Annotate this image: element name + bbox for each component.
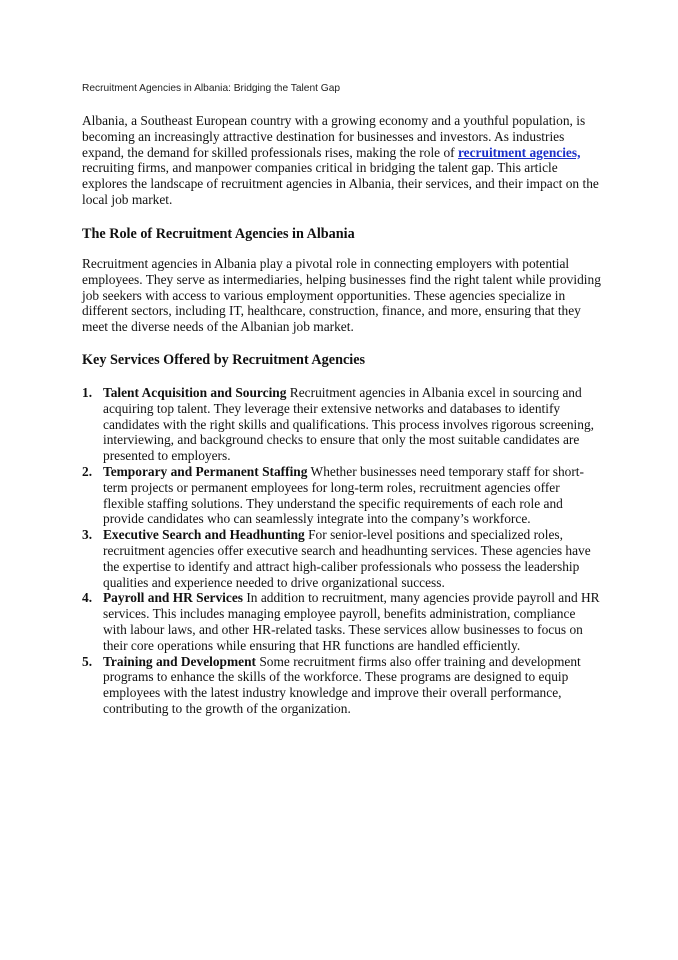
item-number: 2. — [82, 463, 93, 479]
role-paragraph: Recruitment agencies in Albania play a pivotal role in connecting employers with potential employees. They serve as intermediaries, helping businesses find the right talent while providing job seekers with access to various employment opportunities. These agencies specialize in different sectors, including IT, healthcare, construction, finance, and more, ensuring that they meet the diverse needs of the Albanian job market. — [82, 256, 601, 335]
document-title: Recruitment Agencies in Albania: Bridging the Talent Gap — [82, 83, 341, 94]
section-heading-services: Key Services Offered by Recruitment Agencies — [82, 352, 366, 368]
services-list — [82, 385, 602, 717]
item-number: 4. — [82, 590, 93, 606]
list-item — [82, 385, 602, 464]
item-title: Talent Acquisition and Sourcing — [103, 385, 287, 400]
item-number: 1. — [82, 385, 93, 400]
intro-text-before: Albania, a Southeast European country with a growing economy and a youthful population, is becoming an increasingly attractive destination for businesses and investors. As industries expand, the demand for skilled professionals rises, making the role of — [82, 113, 586, 160]
item-title: Payroll and HR Services — [103, 590, 243, 606]
item-text: In addition to recruitment, many agencies provide payroll and HR services. This includes managing employee payroll, benefits administration, compliance with labour laws, and other HR-related tasks. These services allow businesses to focus on their core operations while ensuring that HR functions are handled efficiently. — [103, 590, 600, 653]
item-title: Training and Development — [103, 653, 257, 669]
item-text: Whether businesses need temporary staff for short-term projects or permanent employees for long-term roles, recruitment agencies offer flexible staffing solutions. They understand the specific requirements of each role and provide candidates who can seamlessly integrate into the company’s workforce. — [103, 463, 584, 527]
list-item — [82, 464, 602, 527]
item-number: 3. — [82, 527, 93, 543]
item-title: Executive Search and Headhunting — [103, 527, 305, 543]
item-text: Recruitment agencies in Albania excel in sourcing and acquiring top talent. They leverage their extensive networks and databases to identify candidates with the right skills and qualifications. This process involves rigorous screening, interviewing, and background checks to ensure that only the most suitable candidates are presented to employers. — [103, 385, 595, 464]
list-item — [82, 654, 602, 717]
section-heading-role: The Role of Recruitment Agencies in Albania — [82, 226, 355, 242]
intro-text-after: recruiting firms, and manpower companies critical in bridging the talent gap. This article explores the landscape of recruitment agencies in Albania, their services, and their impact on the local job market. — [82, 160, 599, 207]
item-number: 5. — [82, 653, 93, 669]
recruitment-agencies-link[interactable]: recruitment agencies, — [457, 144, 581, 160]
item-text: Some recruitment firms also offer training and development programs to enhance the skills of the workforce. These programs are designed to equip employees with the latest industry knowledge and improve their overall performance, contributing to the growth of the organization. — [103, 653, 581, 716]
intro-paragraph — [82, 113, 602, 208]
item-text: For senior-level positions and specialized roles, recruitment agencies offer executive search and headhunting services. These agencies have the expertise to identify and attract high-caliber professionals who possess the leadership qualities and experience needed to drive organizational success. — [103, 527, 591, 590]
item-title: Temporary and Permanent Staffing — [103, 463, 308, 479]
list-item — [82, 590, 602, 653]
list-item — [82, 527, 602, 590]
